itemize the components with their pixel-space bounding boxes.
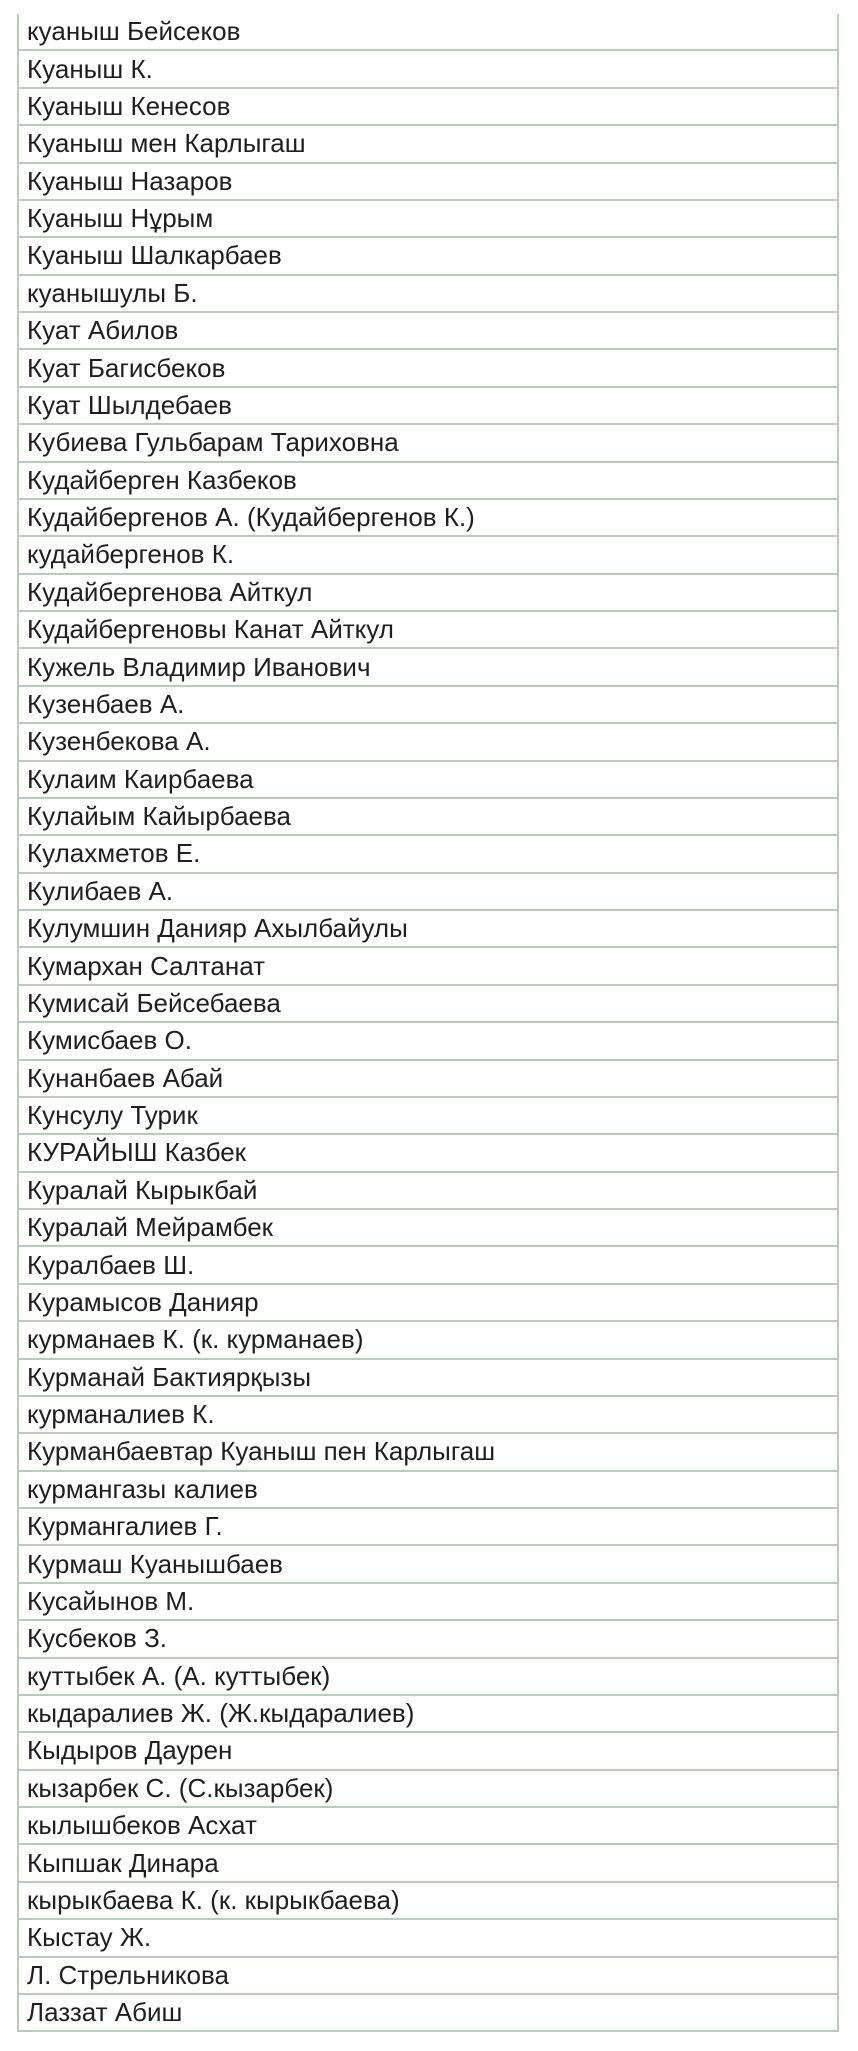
name-row: КУРАЙЫШ Казбек	[19, 1135, 837, 1172]
name-row: Кумархан Салтанат	[19, 948, 837, 985]
name-row: Курманай Бактиярқызы	[19, 1360, 837, 1397]
name-row: Кузенбаев А.	[19, 687, 837, 724]
name-row: кылышбеков Асхат	[19, 1808, 837, 1845]
name-row: Кунанбаев Абай	[19, 1061, 837, 1098]
name-row: куанышулы Б.	[19, 276, 837, 313]
name-row: Лаззат Абиш	[19, 1995, 837, 2032]
name-row: Куаныш Кенесов	[19, 89, 837, 126]
name-row: кыдаралиев Ж. (Ж.кыдаралиев)	[19, 1696, 837, 1733]
name-row: курманаев К. (к. курманаев)	[19, 1322, 837, 1359]
name-row: Кумисбаев О.	[19, 1023, 837, 1060]
name-row: кудайбергенов К.	[19, 537, 837, 574]
name-row: Курманбаевтар Куаныш пен Карлыгаш	[19, 1434, 837, 1471]
name-row: Куаныш Шалкарбаев	[19, 238, 837, 275]
name-row: кызарбек С. (С.кызарбек)	[19, 1771, 837, 1808]
name-row: курманалиев К.	[19, 1397, 837, 1434]
name-row: Куат Багисбеков	[19, 350, 837, 387]
name-row: Кудайбергеновы Канат Айткул	[19, 612, 837, 649]
name-row: Кусайынов М.	[19, 1584, 837, 1621]
name-row: Кубиева Гульбарам Тариховна	[19, 425, 837, 462]
name-row: Куралай Мейрамбек	[19, 1210, 837, 1247]
name-row: Куаныш К.	[19, 51, 837, 88]
name-row: Кулумшин Данияр Ахылбайулы	[19, 911, 837, 948]
name-row: Л. Стрельникова	[19, 1958, 837, 1995]
name-row: куаныш Бейсеков	[19, 14, 837, 51]
name-row: Кулахметов Е.	[19, 836, 837, 873]
name-row: Кудайбергенова Айткул	[19, 575, 837, 612]
name-row: Куаныш Нұрым	[19, 201, 837, 238]
name-row: Кулайым Кайырбаева	[19, 799, 837, 836]
name-row: Кудайберген Казбеков	[19, 463, 837, 500]
name-row: Кыстау Ж.	[19, 1920, 837, 1957]
name-row: Куаныш мен Карлыгаш	[19, 126, 837, 163]
name-row: Курмангалиев Г.	[19, 1509, 837, 1546]
name-row: Кумисай Бейсебаева	[19, 986, 837, 1023]
name-row: Куралбаев Ш.	[19, 1247, 837, 1284]
name-row: Курамысов Данияр	[19, 1285, 837, 1322]
name-row: Куаныш Назаров	[19, 164, 837, 201]
name-row: Кунсулу Турик	[19, 1098, 837, 1135]
name-row: курмангазы калиев	[19, 1472, 837, 1509]
name-row: кырыкбаева К. (к. кырыкбаева)	[19, 1883, 837, 1920]
name-list	[17, 14, 839, 2032]
name-row: Кужель Владимир Иванович	[19, 649, 837, 686]
name-row: Куат Шылдебаев	[19, 388, 837, 425]
name-row: куттыбек А. (А. куттыбек)	[19, 1659, 837, 1696]
name-row: Кулаим Каирбаева	[19, 762, 837, 799]
name-row: Куралай Кырыкбай	[19, 1173, 837, 1210]
name-row: Кыдыров Даурен	[19, 1733, 837, 1770]
name-row: Кыпшак Динара	[19, 1845, 837, 1882]
name-row: Кулибаев А.	[19, 874, 837, 911]
name-row: Кузенбекова А.	[19, 724, 837, 761]
name-row: Курмаш Куанышбаев	[19, 1546, 837, 1583]
name-row: Кудайбергенов А. (Кудайбергенов К.)	[19, 500, 837, 537]
name-row: Кусбеков З.	[19, 1621, 837, 1658]
name-row: Куат Абилов	[19, 313, 837, 350]
